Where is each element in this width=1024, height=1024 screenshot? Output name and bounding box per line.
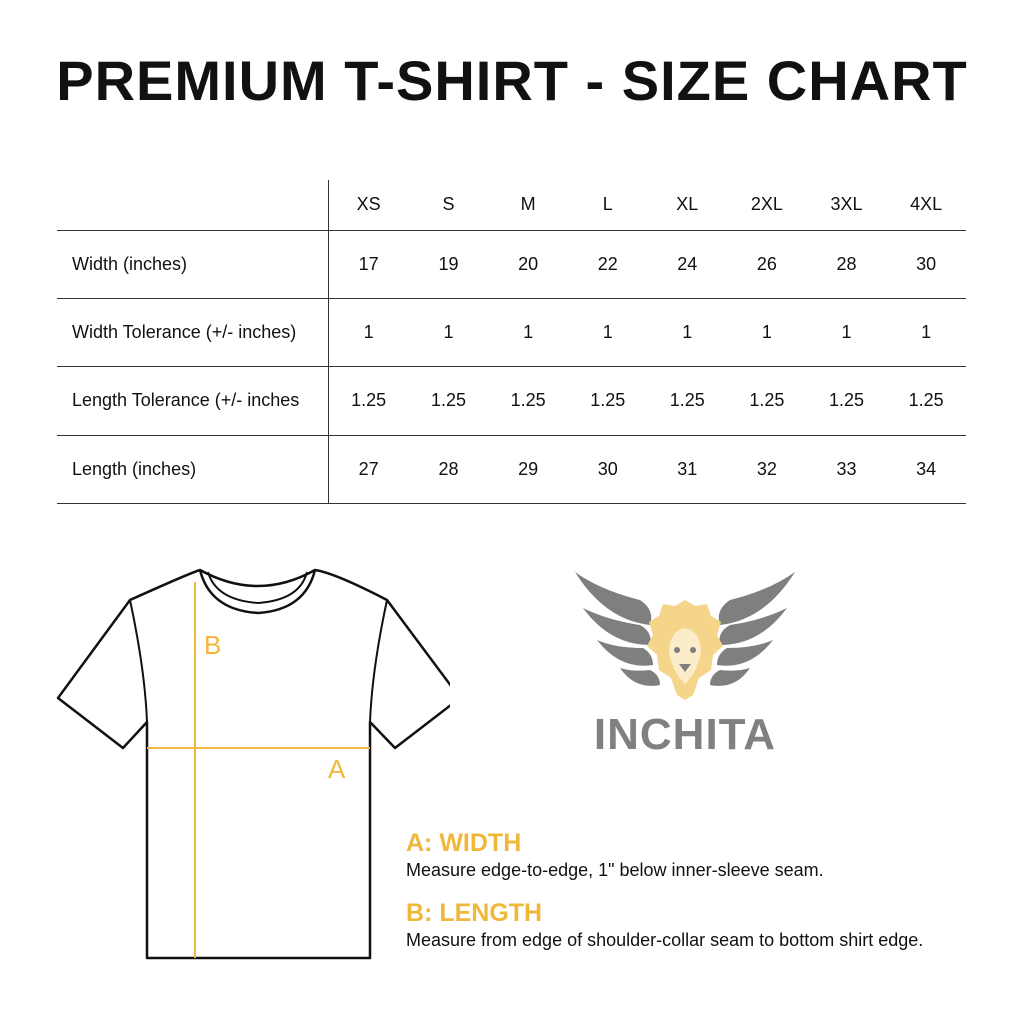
size-header: 3XL bbox=[807, 180, 887, 230]
row-label: Length Tolerance (+/- inches bbox=[57, 366, 328, 435]
header-corner-cell bbox=[57, 180, 328, 230]
length-label-b: B bbox=[204, 630, 222, 660]
width-heading: A: WIDTH bbox=[406, 829, 522, 857]
length-description: Measure from edge of shoulder-collar seam to bottom shirt edge. bbox=[406, 930, 924, 950]
table-cell: 1.25 bbox=[648, 366, 728, 435]
table-cell: 17 bbox=[328, 230, 409, 298]
row-label: Length (inches) bbox=[57, 435, 328, 503]
size-header: L bbox=[568, 180, 648, 230]
table-cell: 24 bbox=[648, 230, 728, 298]
table-row bbox=[57, 435, 966, 503]
table-cell: 1 bbox=[409, 298, 489, 366]
table-cell: 1 bbox=[328, 298, 409, 366]
table-cell: 1 bbox=[568, 298, 648, 366]
table-cell: 1 bbox=[807, 298, 887, 366]
table-cell: 1.25 bbox=[409, 366, 489, 435]
table-cell: 1.25 bbox=[727, 366, 807, 435]
table-cell: 29 bbox=[488, 435, 568, 503]
tshirt-diagram bbox=[50, 560, 450, 970]
tshirt-body-outline bbox=[58, 570, 450, 958]
size-header: XL bbox=[648, 180, 728, 230]
table-cell: 27 bbox=[328, 435, 409, 503]
table-cell: 32 bbox=[727, 435, 807, 503]
table-row bbox=[57, 230, 966, 298]
row-label: Width Tolerance (+/- inches) bbox=[57, 298, 328, 366]
tshirt-outline-icon bbox=[50, 560, 450, 970]
table-cell: 1 bbox=[488, 298, 568, 366]
size-header: S bbox=[409, 180, 489, 230]
table-cell: 1.25 bbox=[328, 366, 409, 435]
width-label-a: A bbox=[328, 754, 346, 784]
width-description: Measure edge-to-edge, 1" below inner-sleeve seam. bbox=[406, 860, 824, 880]
measurement-legend bbox=[406, 828, 1006, 968]
table-cell: 1 bbox=[727, 298, 807, 366]
size-header: M bbox=[488, 180, 568, 230]
table-cell: 22 bbox=[568, 230, 648, 298]
table-cell: 1 bbox=[886, 298, 966, 366]
table-row bbox=[57, 298, 966, 366]
table-cell: 1.25 bbox=[568, 366, 648, 435]
size-header-row bbox=[57, 180, 966, 230]
winged-lion-icon bbox=[565, 560, 805, 710]
table-cell: 26 bbox=[727, 230, 807, 298]
table-cell: 30 bbox=[886, 230, 966, 298]
table-cell: 28 bbox=[409, 435, 489, 503]
table-cell: 1 bbox=[648, 298, 728, 366]
table-cell: 34 bbox=[886, 435, 966, 503]
length-heading: B: LENGTH bbox=[406, 899, 543, 927]
table-cell: 1.25 bbox=[488, 366, 568, 435]
row-label: Width (inches) bbox=[57, 230, 328, 298]
size-header: 2XL bbox=[727, 180, 807, 230]
table-cell: 33 bbox=[807, 435, 887, 503]
table-cell: 1.25 bbox=[886, 366, 966, 435]
size-header: 4XL bbox=[886, 180, 966, 230]
table-cell: 30 bbox=[568, 435, 648, 503]
table-cell: 31 bbox=[648, 435, 728, 503]
table-cell: 20 bbox=[488, 230, 568, 298]
right-wing-icon bbox=[710, 572, 795, 686]
table-cell: 28 bbox=[807, 230, 887, 298]
table-cell: 19 bbox=[409, 230, 489, 298]
page-title: PREMIUM T-SHIRT - SIZE CHART bbox=[56, 49, 968, 112]
brand-name: INCHITA bbox=[593, 710, 777, 759]
size-chart-table bbox=[57, 180, 966, 504]
table-row bbox=[57, 366, 966, 435]
size-header: XS bbox=[328, 180, 409, 230]
table-cell: 1.25 bbox=[807, 366, 887, 435]
left-wing-icon bbox=[575, 572, 660, 686]
